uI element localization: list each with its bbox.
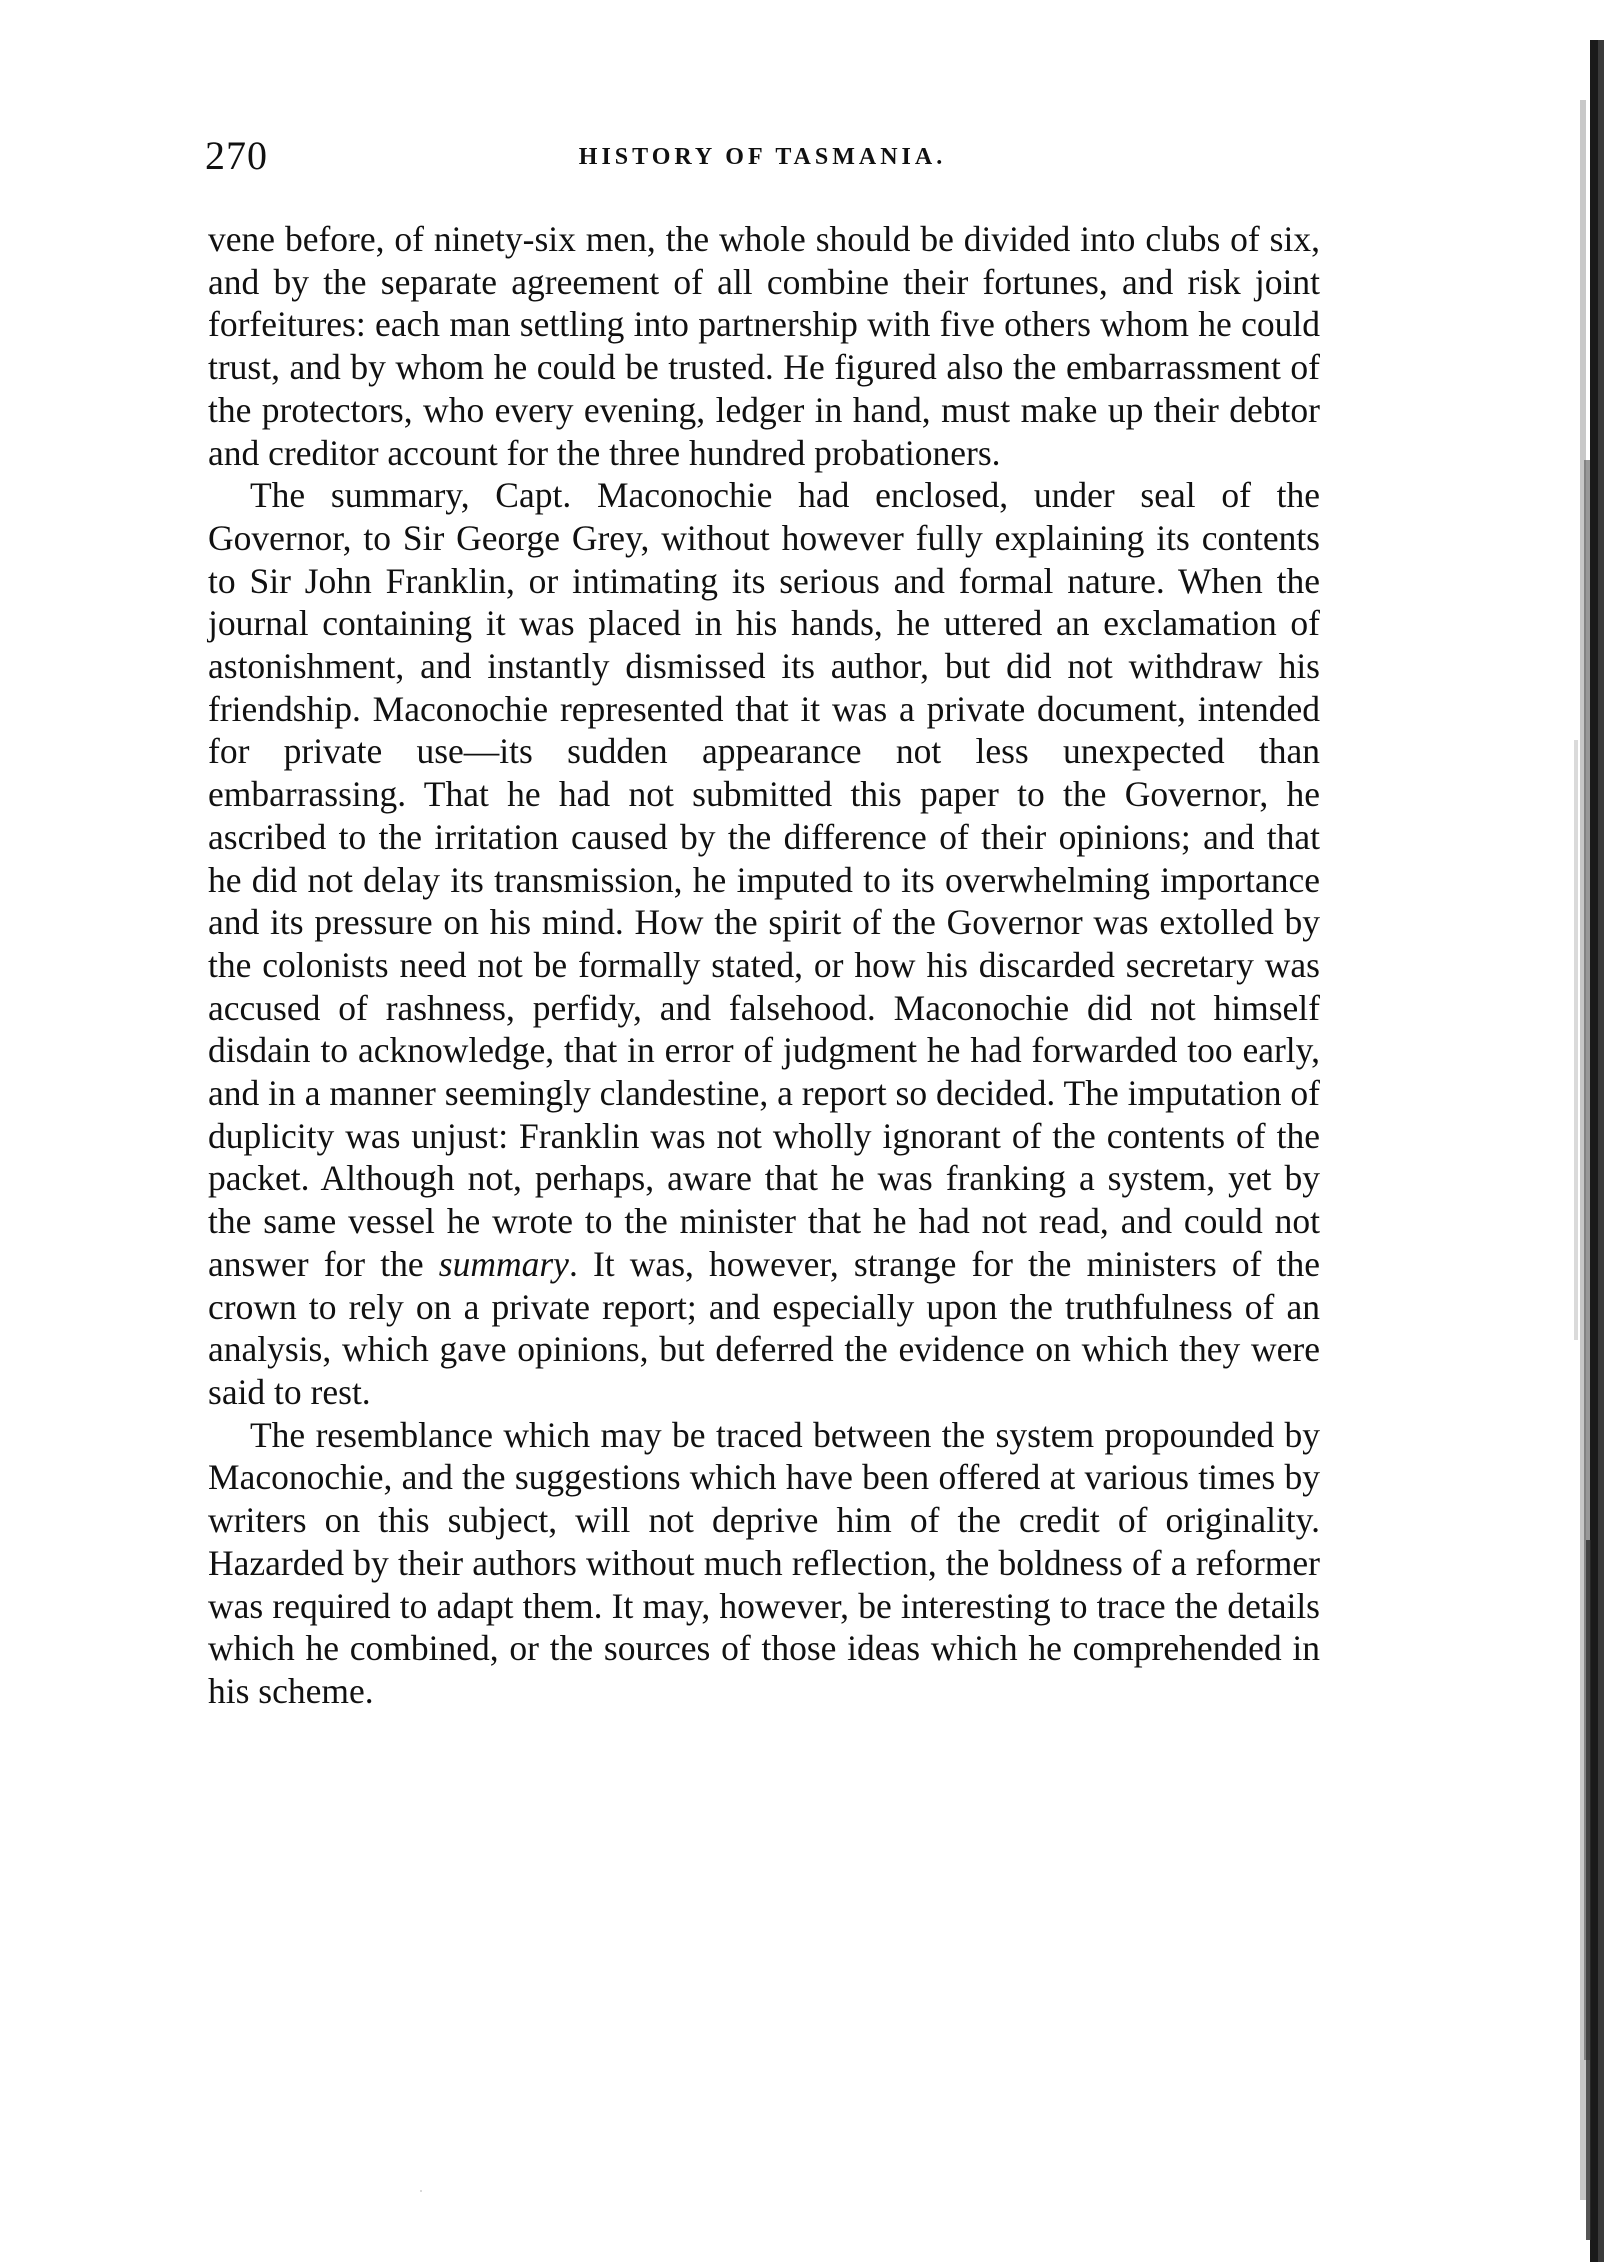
paragraph-continuation [208,218,1320,474]
paragraph-text: vene before, of ninety-six men, the whole should be divided into clubs of six, and by the separate agreement of all combine their fortunes, and risk joint forfeitures: each man settling into partnership with five others whom he could trust, and by whom he could be trusted. He figured also the embarrassment of the protectors, who every evening, ledger in hand, must make up their debtor and creditor account for the three hundred probationers. [208,219,1320,473]
binding-edge-shadow [1568,40,1613,2262]
running-title: HISTORY OF TASMANIA. [578,144,947,170]
page-number: 270 [205,133,268,178]
scan-speck [420,2190,422,2192]
body-text [208,218,1320,1713]
italic-word-summary: summary [438,1243,569,1284]
running-head [205,132,1320,182]
paragraph-resemblance [208,1414,1320,1713]
paragraph-summary [208,474,1320,1413]
paragraph-text: The summary, Capt. Maconochie had enclosed, under seal of the Governor, to Sir George Grey, without however fully explaining its contents to Sir John Franklin, or intimating its serious and formal nature. When the journal containing it was placed in his hands, he uttered an exclamation of astonishment, and instantly dismissed its author, but did not withdraw his friendship. Maconochie represented that it was a private document, intended for private use—its sudden appearance not less unexpected than embarrassing. That he had not submitted this paper to the Governor, he ascribed to the irritation caused by the difference of their opinions; and that he did not delay its transmission, he imputed to its overwhelming importance and its pressure on his mind. How the spirit of the Governor was extolled by the colonists need not be formally stated, or how his discarded secretary was accused of rashness, perfidy, and falsehood. Maconochie did not himself disdain to acknowledge, that in error of judgment he had forwarded too early, and in a manner seemingly clandestine, a report so decided. The imputation of duplicity was unjust: Franklin was not wholly ignorant of the contents of the packet. Although not, perhaps, aware that he was franking a system, yet by the same vessel he wrote to the minister that he had not read, and could not answer for the [208,475,1320,1284]
paragraph-text: The resemblance which may be traced between the system propounded by Maconochie, and the suggestions which have been offered at various times by writers on this subject, will not deprive him of the credit of originality. Hazarded by their authors without much reflection, the boldness of a reformer was required to adapt them. It may, however, be interesting to trace the details which he combined, or the sources of those ideas which he comprehended in his scheme. [208,1414,1320,1711]
paragraph-text: . It was, however, strange for the ministers of the crown to rely on a private report; and especially upon the truthfulness of an analysis, which gave opinions, but deferred the evidence on which they were said to rest. [208,1243,1320,1412]
